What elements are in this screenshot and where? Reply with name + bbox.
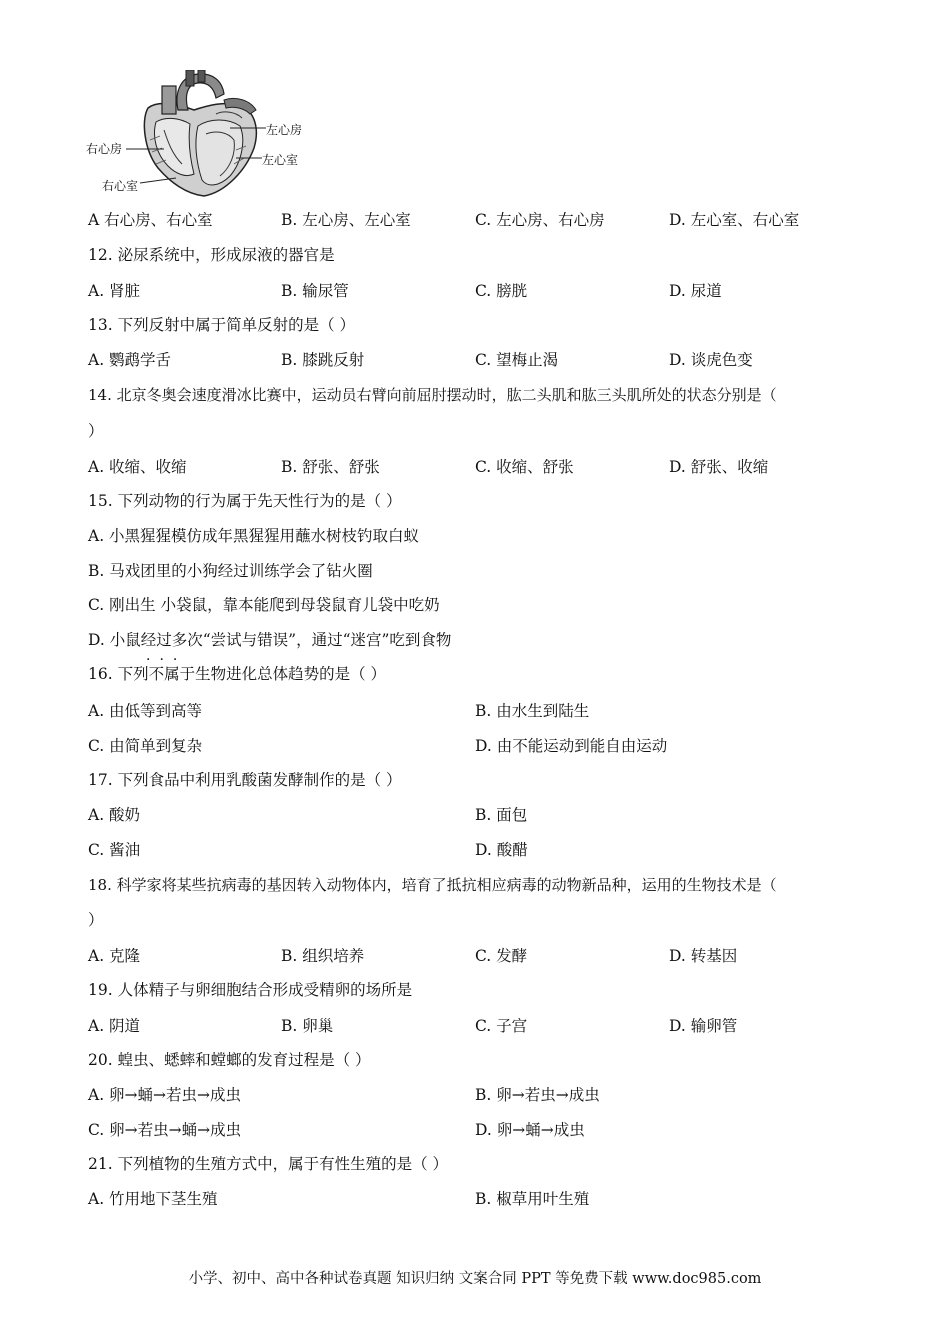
q15-stem: 15. 下列动物的行为属于先天性行为的是（ ）: [88, 492, 402, 510]
q18-option-c: C. 发酵: [475, 947, 528, 965]
q14-stem-line1: 14. 北京冬奥会速度滑冰比赛中，运动员右臂向前屈肘摆动时，肱二头肌和肱三头肌所处的状态分别是（: [88, 386, 777, 404]
q20-option-a: A. 卵→蛹→若虫→成虫: [88, 1086, 242, 1104]
q21-option-a: A. 竹用地下茎生殖: [88, 1190, 218, 1208]
q15-option-a: A. 小黑猩猩模仿成年黑猩猩用蘸水树枝钓取白蚁: [88, 527, 420, 545]
q14-option-c: C. 收缩、舒张: [475, 458, 574, 476]
q18-stem-line2: ）: [88, 911, 104, 929]
q13-option-a: A. 鹦鹉学舌: [88, 351, 172, 369]
q11-option-d: D. 左心室、右心室: [669, 211, 800, 229]
q19-option-a: A. 阴道: [88, 1017, 141, 1035]
q14-option-d: D. 舒张、收缩: [669, 458, 769, 476]
q15-option-d: D. 小鼠经过多次“尝试与错误”，通过“迷宫”吃到食物: [88, 631, 452, 649]
q13-stem: 13. 下列反射中属于简单反射的是（ ）: [88, 316, 356, 334]
q11-option-a: A 右心房、右心室: [88, 211, 213, 229]
q18-stem-line1: 18. 科学家将某些抗病毒的基因转入动物体内，培育了抵抗相应病毒的动物新品种，运用的生物技术是（: [88, 876, 777, 894]
q15-option-c: C. 刚出生 小袋鼠，靠本能爬到母袋鼠育儿袋中吃奶: [88, 596, 440, 614]
q13-option-d: D. 谈虎色变: [669, 351, 753, 369]
q16-option-d: D. 由不能运动到能自由运动: [475, 737, 668, 755]
q15-option-b: B. 马戏团里的小狗经过训练学会了钻火圈: [88, 562, 373, 580]
q19-option-b: B. 卵巢: [281, 1017, 334, 1035]
q16-option-c: C. 由简单到复杂: [88, 737, 203, 755]
q18-option-d: D. 转基因: [669, 947, 738, 965]
page-footer: 小学、初中、高中各种试卷真题 知识归纳 文案合同 PPT 等免费下载 www.doc985.com: [188, 1271, 762, 1287]
q20-stem: 20. 蝗虫、蟋蟀和螳螂的发育过程是（ ）: [88, 1051, 371, 1069]
q20-option-c: C. 卵→若虫→蛹→成虫: [88, 1121, 242, 1139]
q12-option-d: D. 尿道: [669, 282, 722, 300]
q13-option-b: B. 膝跳反射: [281, 351, 365, 369]
q17-stem: 17. 下列食品中利用乳酸菌发酵制作的是（ ）: [88, 771, 402, 789]
label-right-ventricle: 右心室: [102, 179, 139, 193]
label-left-ventricle: 左心室: [262, 153, 299, 167]
q17-option-c: C. 酱油: [88, 841, 141, 859]
q11-option-b: B. 左心房、左心室: [281, 211, 411, 229]
q20-option-b: B. 卵→若虫→成虫: [475, 1086, 600, 1104]
q13-option-c: C. 望梅止渴: [475, 351, 559, 369]
q14-option-a: A. 收缩、收缩: [88, 458, 187, 476]
q14-stem-line2: ）: [88, 422, 104, 440]
q18-option-a: A. 克隆: [88, 947, 141, 965]
q16-option-b: B. 由水生到陆生: [475, 702, 590, 720]
q21-stem: 21. 下列植物的生殖方式中，属于有性生殖的是（ ）: [88, 1155, 449, 1173]
q17-option-a: A. 酸奶: [88, 806, 141, 824]
label-left-atrium: 左心房: [266, 123, 303, 137]
q16-stem: 16. 下列不属于生物进化总体趋势的是（ ）: [88, 665, 387, 683]
q19-stem: 19. 人体精子与卵细胞结合形成受精卵的场所是: [88, 981, 413, 999]
q12-option-b: B. 输尿管: [281, 282, 349, 300]
q18-option-b: B. 组织培养: [281, 947, 365, 965]
q17-option-d: D. 酸醋: [475, 841, 528, 859]
label-right-atrium: 右心房: [86, 142, 123, 156]
q19-option-d: D. 输卵管: [669, 1017, 738, 1035]
q11-option-c: C. 左心房、右心房: [475, 211, 605, 229]
q12-option-c: C. 膀胱: [475, 282, 528, 300]
heart-diagram: [86, 70, 336, 200]
q12-option-a: A. 肾脏: [88, 282, 141, 300]
q17-option-b: B. 面包: [475, 806, 528, 824]
q12-stem: 12. 泌尿系统中，形成尿液的器官是: [88, 246, 335, 264]
q21-option-b: B. 椒草用叶生殖: [475, 1190, 590, 1208]
q19-option-c: C. 子宫: [475, 1017, 528, 1035]
q20-option-d: D. 卵→蛹→成虫: [475, 1121, 585, 1139]
q14-option-b: B. 舒张、舒张: [281, 458, 380, 476]
q16-emphasis-dots: ···: [146, 652, 187, 668]
q16-option-a: A. 由低等到高等: [88, 702, 203, 720]
